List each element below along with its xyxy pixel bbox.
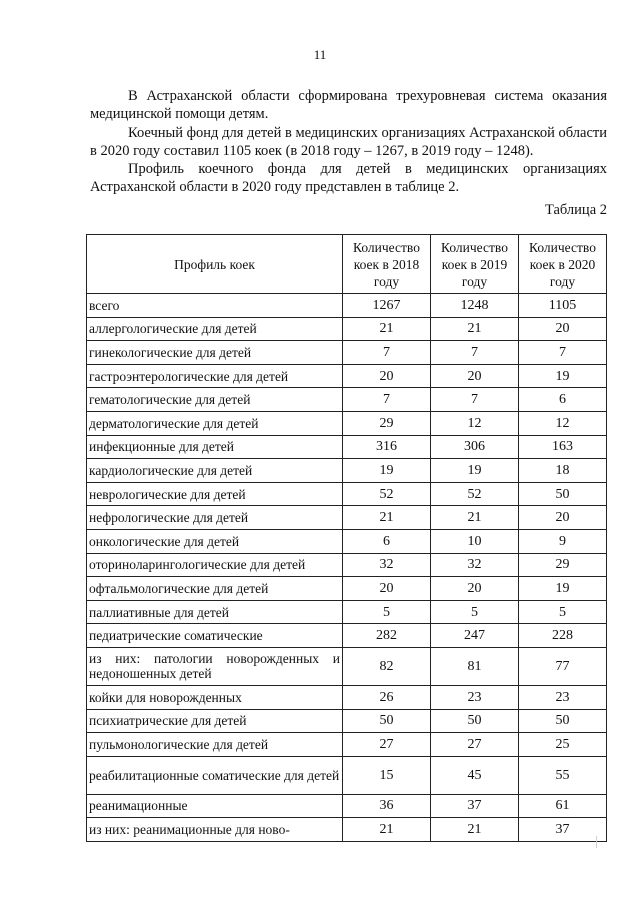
table-row <box>87 647 607 685</box>
header-2018: Количество коек в 2018 году <box>343 235 431 294</box>
row-value-cell: 1105 <box>519 294 607 318</box>
paragraph-care-system: В Астраханской области сформирована трехуровневая система оказания медицинской помощи детям. <box>90 88 607 122</box>
row-value-cell: 27 <box>343 733 431 757</box>
header-profile: Профиль коек <box>87 235 343 294</box>
row-profile-cell: реабилитационные соматические для детей <box>87 756 343 794</box>
row-value-cell: 163 <box>519 435 607 459</box>
row-value-cell: 7 <box>343 388 431 412</box>
table-row <box>87 600 607 624</box>
row-value-cell: 19 <box>519 577 607 601</box>
row-value-cell: 18 <box>519 459 607 483</box>
row-value-cell: 29 <box>343 411 431 435</box>
row-value-cell: 20 <box>431 577 519 601</box>
table-row <box>87 818 607 842</box>
row-value-cell: 50 <box>519 482 607 506</box>
row-value-cell: 50 <box>431 709 519 733</box>
row-value-cell: 7 <box>431 388 519 412</box>
row-value-cell: 6 <box>343 529 431 553</box>
table-row <box>87 482 607 506</box>
row-value-cell: 10 <box>431 529 519 553</box>
table-body <box>87 294 607 842</box>
row-value-cell: 19 <box>519 364 607 388</box>
row-profile-cell: аллергологические для детей <box>87 317 343 341</box>
row-value-cell: 50 <box>519 709 607 733</box>
row-value-cell: 7 <box>343 341 431 365</box>
row-value-cell: 27 <box>431 733 519 757</box>
row-value-cell: 1248 <box>431 294 519 318</box>
row-value-cell: 6 <box>519 388 607 412</box>
row-value-cell: 9 <box>519 529 607 553</box>
table-row <box>87 294 607 318</box>
row-value-cell: 228 <box>519 624 607 648</box>
row-value-cell: 20 <box>343 577 431 601</box>
row-profile-cell: педиатрические соматические <box>87 624 343 648</box>
row-value-cell: 36 <box>343 794 431 818</box>
row-value-cell: 52 <box>431 482 519 506</box>
row-profile-cell: оториноларингологические для детей <box>87 553 343 577</box>
row-value-cell: 55 <box>519 756 607 794</box>
table-row <box>87 685 607 709</box>
row-value-cell: 7 <box>431 341 519 365</box>
row-value-cell: 21 <box>343 818 431 842</box>
row-profile-cell: гинекологические для детей <box>87 341 343 365</box>
table-row <box>87 624 607 648</box>
row-value-cell: 29 <box>519 553 607 577</box>
row-profile-cell: неврологические для детей <box>87 482 343 506</box>
row-profile-cell: всего <box>87 294 343 318</box>
table-row <box>87 506 607 530</box>
table-header-row <box>87 235 607 294</box>
row-value-cell: 21 <box>431 818 519 842</box>
row-value-cell: 23 <box>519 685 607 709</box>
table-row <box>87 364 607 388</box>
row-value-cell: 316 <box>343 435 431 459</box>
table-row <box>87 756 607 794</box>
row-profile-cell: нефрологические для детей <box>87 506 343 530</box>
row-value-cell: 50 <box>343 709 431 733</box>
row-value-cell: 5 <box>519 600 607 624</box>
scan-mark <box>596 836 597 848</box>
row-profile-cell: койки для новорожденных <box>87 685 343 709</box>
bed-profile-table <box>86 234 607 842</box>
row-value-cell: 306 <box>431 435 519 459</box>
row-value-cell: 1267 <box>343 294 431 318</box>
row-value-cell: 52 <box>343 482 431 506</box>
row-profile-cell: пульмонологические для детей <box>87 733 343 757</box>
table-row <box>87 733 607 757</box>
row-profile-cell: инфекционные для детей <box>87 435 343 459</box>
table-row <box>87 794 607 818</box>
table-row <box>87 577 607 601</box>
row-profile-cell: кардиологические для детей <box>87 459 343 483</box>
row-value-cell: 20 <box>431 364 519 388</box>
row-value-cell: 15 <box>343 756 431 794</box>
row-value-cell: 12 <box>431 411 519 435</box>
row-value-cell: 37 <box>519 818 607 842</box>
header-2020: Количество коек в 2020 году <box>519 235 607 294</box>
page-number: 11 <box>313 47 327 62</box>
row-value-cell: 21 <box>431 317 519 341</box>
table-caption: Таблица 2 <box>544 202 607 218</box>
header-2019: Количество коек в 2019 году <box>431 235 519 294</box>
row-profile-cell: реанимационные <box>87 794 343 818</box>
row-value-cell: 25 <box>519 733 607 757</box>
row-value-cell: 12 <box>519 411 607 435</box>
table-row <box>87 411 607 435</box>
row-value-cell: 82 <box>343 647 431 685</box>
table-row <box>87 317 607 341</box>
row-value-cell: 247 <box>431 624 519 648</box>
row-value-cell: 19 <box>431 459 519 483</box>
row-value-cell: 5 <box>343 600 431 624</box>
row-value-cell: 21 <box>343 506 431 530</box>
table-row <box>87 459 607 483</box>
paragraph-bed-profile: Профиль коечного фонда для детей в медицинских организациях Астраханской области в 2020 году представлен в таблице 2. <box>90 161 607 195</box>
row-value-cell: 61 <box>519 794 607 818</box>
row-value-cell: 32 <box>431 553 519 577</box>
row-value-cell: 37 <box>431 794 519 818</box>
row-value-cell: 7 <box>519 341 607 365</box>
row-profile-cell: гастроэнтерологические для детей <box>87 364 343 388</box>
paragraph-bed-fund: Коечный фонд для детей в медицинских организациях Астраханской области в 2020 году составил 1105 коек (в 2018 году – 1267, в 2019 году – 1248). <box>90 125 607 159</box>
table-row <box>87 529 607 553</box>
row-profile-cell: дерматологические для детей <box>87 411 343 435</box>
row-profile-cell: психиатрические для детей <box>87 709 343 733</box>
row-value-cell: 21 <box>431 506 519 530</box>
table-row <box>87 553 607 577</box>
row-profile-cell: онкологические для детей <box>87 529 343 553</box>
row-value-cell: 282 <box>343 624 431 648</box>
row-value-cell: 19 <box>343 459 431 483</box>
row-value-cell: 21 <box>343 317 431 341</box>
row-profile-cell: гематологические для детей <box>87 388 343 412</box>
row-profile-cell: из них: реанимационные для ново- <box>87 818 343 842</box>
row-value-cell: 20 <box>519 506 607 530</box>
row-value-cell: 20 <box>519 317 607 341</box>
row-profile-cell: офтальмологические для детей <box>87 577 343 601</box>
table-row <box>87 435 607 459</box>
table-row <box>87 709 607 733</box>
row-profile-cell: из них: патологии новорожденных и недоношенных детей <box>87 647 343 685</box>
table-row <box>87 341 607 365</box>
row-value-cell: 45 <box>431 756 519 794</box>
row-value-cell: 77 <box>519 647 607 685</box>
row-value-cell: 81 <box>431 647 519 685</box>
row-value-cell: 20 <box>343 364 431 388</box>
row-value-cell: 5 <box>431 600 519 624</box>
row-value-cell: 23 <box>431 685 519 709</box>
table-row <box>87 388 607 412</box>
row-profile-cell: паллиативные для детей <box>87 600 343 624</box>
row-value-cell: 26 <box>343 685 431 709</box>
row-value-cell: 32 <box>343 553 431 577</box>
